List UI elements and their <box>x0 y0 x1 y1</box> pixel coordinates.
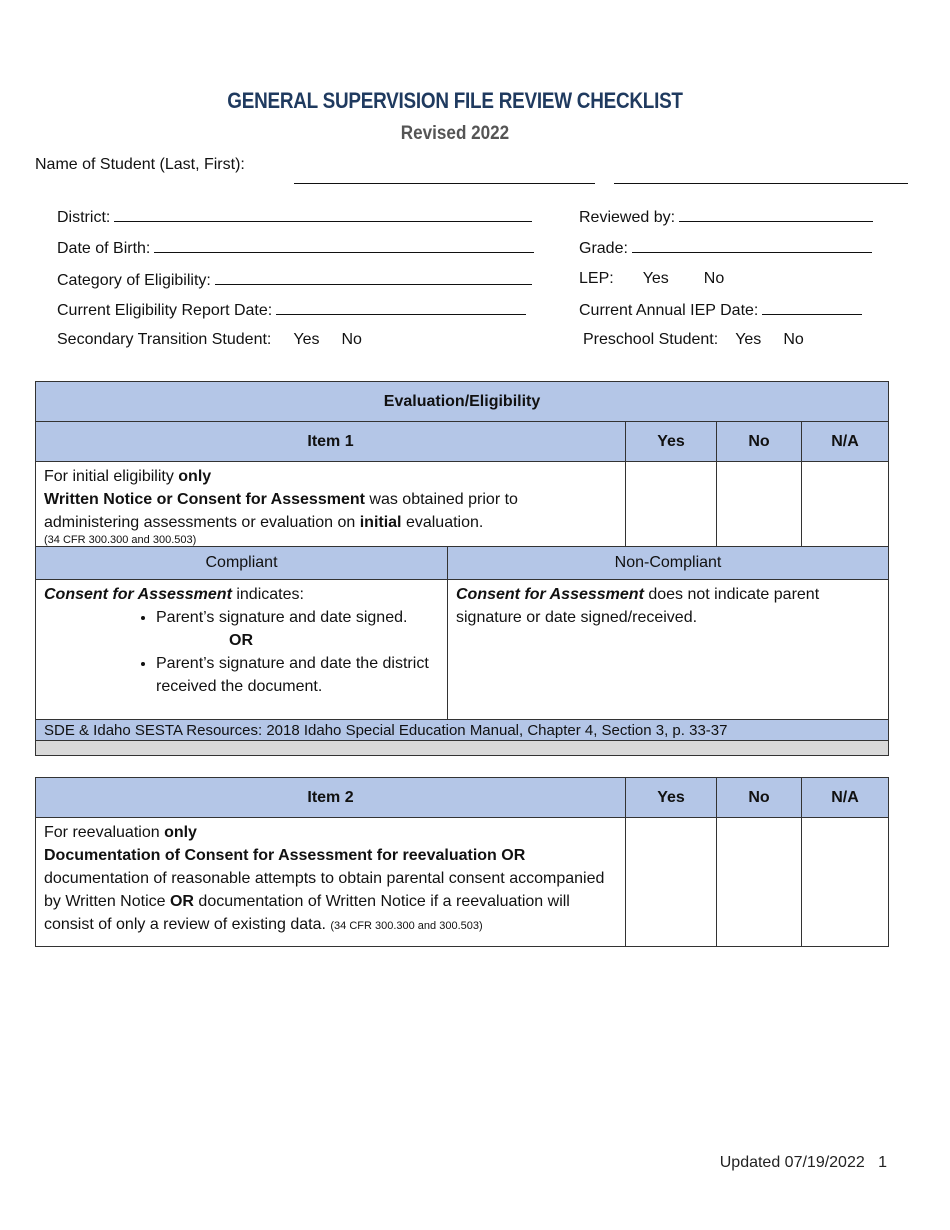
lep-row <box>579 270 724 288</box>
resources-spacer <box>36 741 889 756</box>
compliant-header: Compliant <box>36 547 448 580</box>
district-field[interactable] <box>114 207 532 222</box>
compliant-indicates: indicates: <box>231 586 304 603</box>
compliant-cell <box>36 580 448 720</box>
item-2-desc-text: documentation of reasonable attempts to obtain parental consent accompanied by Written Notice <box>44 870 605 910</box>
district-row <box>57 207 532 227</box>
lep-yes-option[interactable]: Yes <box>642 270 669 287</box>
item-2-na-cell[interactable] <box>802 818 889 947</box>
item-2-no-cell[interactable] <box>717 818 802 947</box>
grade-label: Grade: <box>579 240 628 257</box>
reviewed-label: Reviewed by: <box>579 209 676 226</box>
preschool-label: Preschool Student: <box>583 331 719 348</box>
item-1-no-cell[interactable] <box>717 462 802 547</box>
category-row <box>57 270 532 290</box>
item-1-no-header: No <box>717 422 802 462</box>
item-1-desc-intro: For initial eligibility <box>44 468 179 485</box>
item-2-desc-or: OR <box>169 893 194 910</box>
page-title: GENERAL SUPERVISION FILE REVIEW CHECKLIST <box>227 88 683 113</box>
footer <box>720 1154 887 1172</box>
student-last-name-field[interactable] <box>294 183 595 184</box>
cer-date-row <box>57 300 526 320</box>
item-1-yes-cell[interactable] <box>626 462 717 547</box>
cer-date-label: Current Eligibility Report Date: <box>57 302 273 319</box>
preschool-no-option[interactable]: No <box>783 331 804 348</box>
section-title: Evaluation/Eligibility <box>36 382 889 422</box>
dob-field[interactable] <box>154 238 534 253</box>
noncompliant-header: Non-Compliant <box>448 547 889 580</box>
secondary-label: Secondary Transition Student: <box>57 331 272 348</box>
secondary-yes-option[interactable]: Yes <box>293 331 320 348</box>
item-1-desc-only: only <box>178 468 212 485</box>
updated-date: Updated 07/19/2022 <box>719 1154 865 1171</box>
item-1-na-header: N/A <box>802 422 889 462</box>
item-1-citation: (34 CFR 300.300 and 300.503) <box>44 534 197 546</box>
compliant-bullet-2: • Parent’s signature and date the district received the document. <box>156 652 439 698</box>
reviewed-row <box>579 207 873 227</box>
noncompliant-text: does not indicate parent signature or date signed/received. <box>456 586 820 626</box>
lep-no-option[interactable]: No <box>703 270 725 287</box>
item-2-header: Item 2 <box>36 778 626 818</box>
item-2-na-header: N/A <box>802 778 889 818</box>
iep-date-label: Current Annual IEP Date: <box>579 302 759 319</box>
item-2-desc-only: only <box>164 824 197 841</box>
compliant-or: OR <box>229 632 253 649</box>
item-1-description <box>36 462 626 547</box>
lep-label: LEP: <box>579 270 614 287</box>
student-first-name-field[interactable] <box>614 183 908 184</box>
secondary-row <box>57 331 362 349</box>
grade-row <box>579 238 872 258</box>
grade-field[interactable] <box>632 238 872 253</box>
item-2-yes-cell[interactable] <box>626 818 717 947</box>
compliant-consent-term: Consent for Assessment <box>44 586 232 603</box>
iep-date-row <box>579 300 862 320</box>
item-1-desc-end: evaluation. <box>401 514 484 531</box>
item-1-na-cell[interactable] <box>802 462 889 547</box>
resources-note: SDE & Idaho SESTA Resources: 2018 Idaho Special Education Manual, Chapter 4, Section 3, p. 33-37 <box>36 720 889 741</box>
item-2-table <box>35 777 889 947</box>
item-2-citation: (34 CFR 300.300 and 300.503) <box>330 920 483 932</box>
iep-date-field[interactable] <box>762 300 862 315</box>
item-1-yes-header: Yes <box>626 422 717 462</box>
reviewed-field[interactable] <box>679 207 873 222</box>
item-1-desc-text: was obtained prior to administering assessments or evaluation on <box>44 491 518 531</box>
category-field[interactable] <box>215 270 532 285</box>
page-number: 1 <box>878 1154 887 1171</box>
student-name-label: Name of Student (Last, First): <box>35 156 245 173</box>
noncompliant-cell <box>448 580 889 720</box>
compliant-bullet-1: • Parent’s signature and date signed. <box>156 606 439 629</box>
evaluation-eligibility-table <box>35 381 889 756</box>
preschool-row <box>583 331 804 349</box>
category-label: Category of Eligibility: <box>57 272 211 289</box>
item-2-yes-header: Yes <box>626 778 717 818</box>
item-2-description <box>36 818 626 947</box>
item-1-desc-initial: initial <box>359 514 402 531</box>
district-label: District: <box>57 209 111 226</box>
dob-row <box>57 238 534 258</box>
noncompliant-consent-term: Consent for Assessment <box>456 586 644 603</box>
cer-date-field[interactable] <box>276 300 526 315</box>
item-2-desc-end: documentation of Written Notice if a reevaluation will consist of only a review of existing data. <box>44 893 570 933</box>
item-2-desc-bold: Documentation of Consent for Assessment for reevaluation OR <box>44 847 526 864</box>
item-2-no-header: No <box>717 778 802 818</box>
secondary-no-option[interactable]: No <box>341 331 362 348</box>
item-1-desc-bold: Written Notice or Consent for Assessment <box>44 491 365 508</box>
dob-label: Date of Birth: <box>57 240 151 257</box>
item-1-header: Item 1 <box>36 422 626 462</box>
preschool-yes-option[interactable]: Yes <box>735 331 762 348</box>
item-2-desc-intro: For reevaluation <box>44 824 165 841</box>
page-subtitle: Revised 2022 <box>400 123 510 144</box>
